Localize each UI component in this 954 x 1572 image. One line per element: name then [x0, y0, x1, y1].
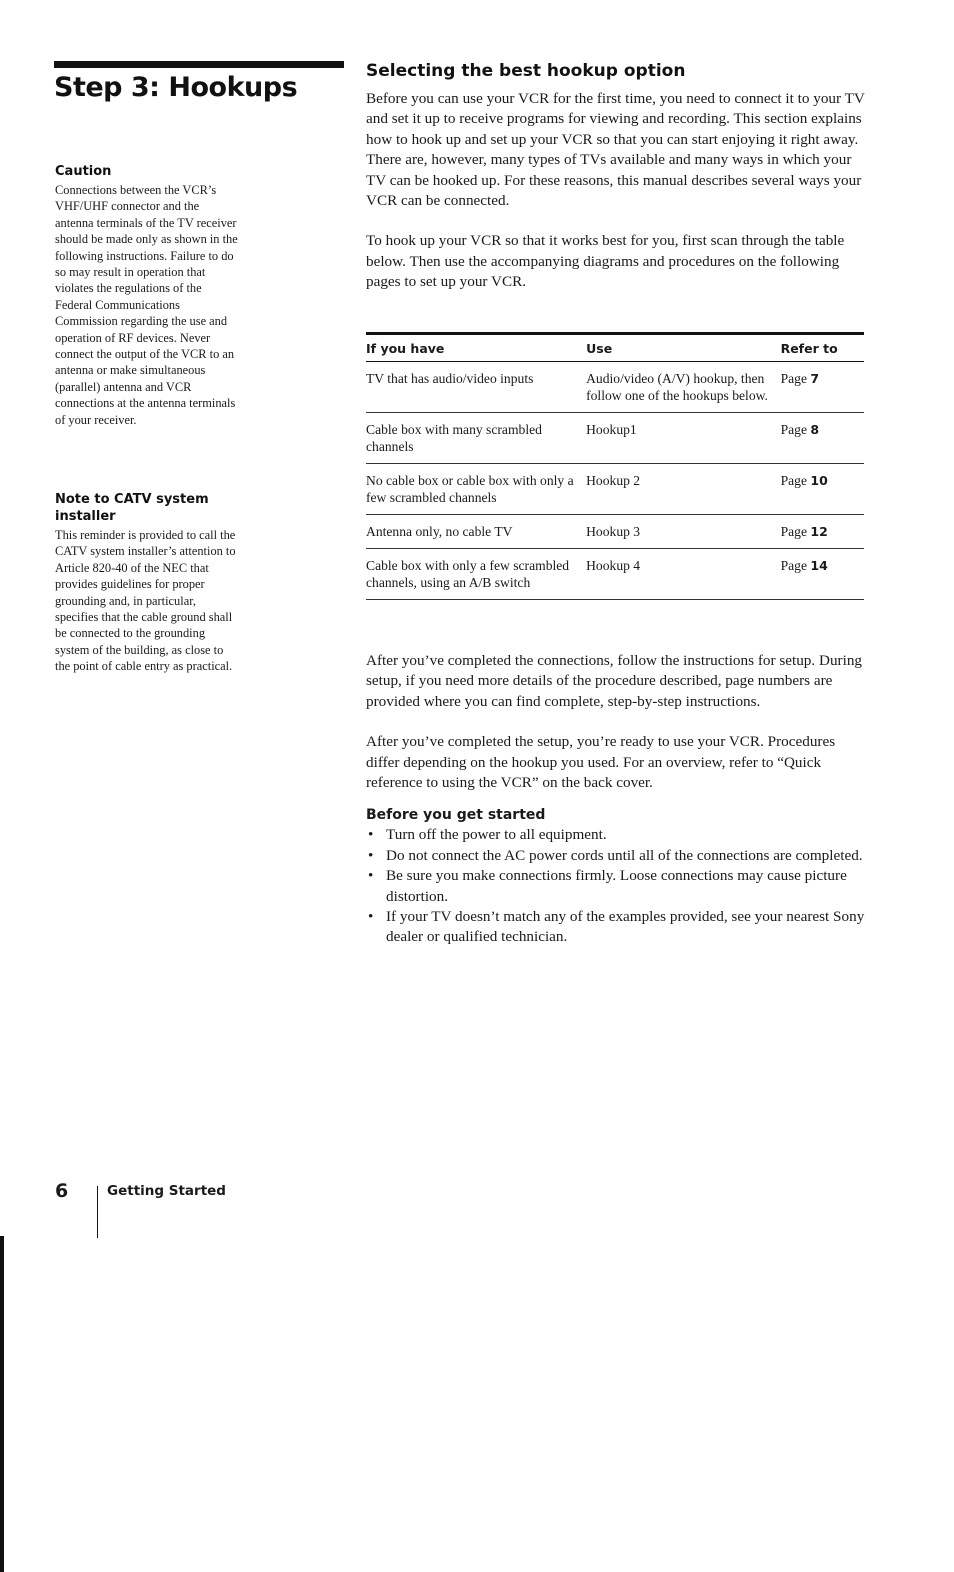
caution-text: Connections between the VCR’s VHF/UHF connector and the antenna terminals of the TV receiver should be made only as shown in the following instructions. Failure to do so may result in operation that violates the regulations of the Federal Communications Commission regarding the use and operation of RF devices. Never connect the output of the VCR to an antenna or make simultaneous (parallel) antenna and VCR connections at the antenna terminals of your receiver.: [55, 183, 238, 427]
cell-use: Audio/video (A/V) hookup, then follow one of the hookups below.: [586, 362, 780, 413]
intro-paragraph-1: Before you can use your VCR for the first time, you need to connect it to your TV and set it up to receive programs for viewing and recording. This section explains how to hook up and set up your VCR so that you can start enjoying it right away. There are, however, many types of TVs available and many ways in which your TV can be hooked up. For these reasons, this manual describes several ways your VCR can be connected.: [366, 90, 865, 210]
catv-heading: Note to CATV system installer: [55, 492, 209, 524]
after-paragraph-1: After you’ve completed the connections, follow the instructions for setup. During setup, if you need more details of the procedure described, page numbers are provided where you can find complete, step-by-step instructions.: [366, 652, 863, 710]
list-item: • If your TV doesn’t match any of the examples provided, see your nearest Sony dealer or qualified technician.: [368, 908, 865, 946]
page-number: 14: [810, 558, 828, 573]
section-heading: Selecting the best hookup option: [366, 61, 686, 81]
precautions-list: [366, 825, 866, 947]
cell-have: Antenna only, no cable TV: [366, 515, 586, 549]
cell-have: TV that has audio/video inputs: [366, 362, 586, 413]
intro-paragraph-2: To hook up your VCR so that it works best for you, first scan through the table below. Then use the accompanying diagrams and procedures on the following pages to set up your VCR.: [366, 232, 845, 291]
list-item: • Do not connect the AC power cords until all of the connections are completed.: [366, 846, 866, 866]
catv-note-block: [55, 491, 240, 675]
page-label: Page: [780, 422, 807, 437]
cell-refer: [781, 362, 864, 413]
cell-have: No cable box or cable box with only a few scrambled channels: [366, 464, 586, 515]
cell-refer: [781, 464, 864, 515]
cell-use: Hookup 3: [586, 515, 780, 549]
page-label: Page: [780, 558, 807, 573]
hookup-table: [366, 332, 864, 600]
page-title: Step 3: Hookups: [54, 72, 298, 103]
table-header-row: [366, 334, 864, 362]
bullet-icon: •: [368, 846, 374, 864]
header-use: Use: [586, 334, 780, 362]
page-label: Page: [780, 524, 807, 539]
table-row: [366, 413, 864, 464]
before-started-heading: Before you get started: [366, 807, 546, 824]
cell-use: Hookup1: [586, 413, 780, 464]
page-number: 10: [810, 473, 828, 488]
list-item: • Turn off the power to all equipment.: [366, 825, 866, 845]
header-refer-to: Refer to: [781, 334, 864, 362]
list-item: • Be sure you make connections firmly. Loose connections may cause picture distortion.: [368, 867, 847, 905]
table-row: [366, 464, 864, 515]
cell-use: Hookup 4: [586, 549, 780, 600]
footer-section-label: Getting Started: [107, 1183, 226, 1199]
title-rule: [54, 61, 344, 68]
page-number: 12: [810, 524, 828, 539]
page-number: 7: [810, 371, 820, 386]
bullet-icon: •: [368, 867, 374, 885]
scan-edge-bar: [0, 1236, 4, 1572]
footer-divider: [97, 1186, 98, 1238]
table-row: [366, 362, 864, 413]
cell-use: Hookup 2: [586, 464, 780, 515]
catv-text: This reminder is provided to call the CATV system installer’s attention to Article 820-40 of the NEC that provides guidelines for proper grounding and, in particular, specifies that the cable ground shall be connected to the grounding system of the building, as close to the point of cable entry as practical.: [55, 528, 236, 674]
page-number-footer: 6: [55, 1180, 69, 1202]
table-row: [366, 515, 864, 549]
header-if-you-have: If you have: [366, 334, 586, 362]
cell-refer: [781, 515, 864, 549]
caution-block: [55, 163, 240, 428]
cell-refer: [781, 413, 864, 464]
page-label: Page: [780, 371, 807, 386]
page-label: Page: [780, 473, 807, 488]
main-intro: [366, 61, 866, 293]
main-after: [366, 651, 866, 948]
cell-have: Cable box with many scrambled channels: [366, 413, 586, 464]
cell-refer: [781, 549, 864, 600]
bullet-icon: •: [368, 826, 374, 844]
table-row: [366, 549, 864, 600]
bullet-icon: •: [368, 908, 374, 926]
cell-have: Cable box with only a few scrambled channels, using an A/B switch: [366, 549, 586, 600]
page-number: 8: [810, 422, 820, 437]
after-paragraph-2: After you’ve completed the setup, you’re ready to use your VCR. Procedures differ depending on the hookup you used. For an overview, refer to “Quick reference to using the VCR” on the back cover.: [366, 733, 836, 792]
caution-heading: Caution: [55, 164, 112, 179]
